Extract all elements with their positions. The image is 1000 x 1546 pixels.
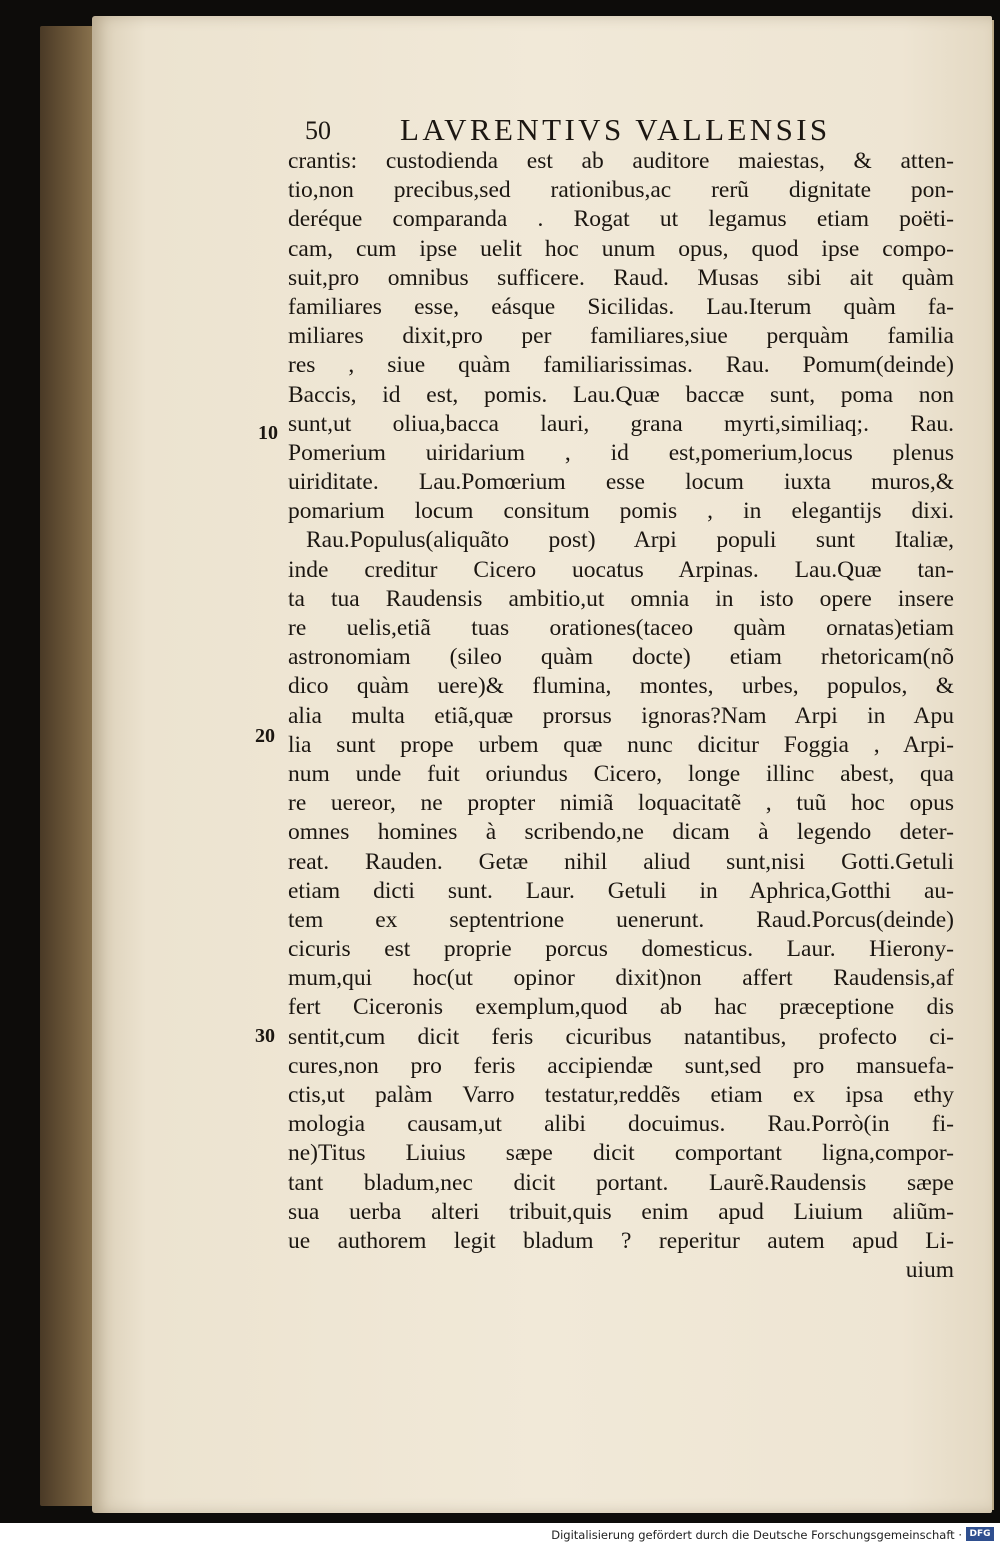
footer-separator: · [958,1528,962,1542]
page-number: 50 [305,116,331,145]
text-line: re uelis,etiã tuas orationes(taceo quàm ornatas)etiam [288,615,954,641]
footer-credit-text: Digitalisierung gefördert durch die Deutsche Forschungsgemeinschaft [551,1528,955,1542]
text-line: res , siue quàm familiarissimas. Rau. Pomum(deinde) [288,352,954,379]
dfg-logo-icon: DFG [966,1527,994,1541]
text-line: tant bladum,nec dicit portant. Laurẽ.Raudensis sæpe [288,1169,954,1196]
margin-line-number-20: 20 [255,725,275,747]
text-line: familiares esse, eásque Sicilidas. Lau.Iterum quàm fa- [288,293,954,320]
margin-line-number-30: 30 [255,1025,275,1047]
text-line: cicuris est proprie porcus domesticus. Laur. Hierony- [288,936,954,963]
text-line: mum,qui hoc(ut opinor dixit)non affert Raudensis,af [288,965,954,992]
text-line: crantis: custodienda est ab auditore maiestas, & atten- [288,148,954,174]
text-line: Rau.Populus(aliquãto post) Arpi populi sunt Italiæ, [306,527,954,554]
text-line: ue authorem legit bladum ? reperitur autem apud Li- [288,1227,954,1254]
text-line: sentit,cum dicit feris cicuribus natantibus, profecto ci- [288,1023,954,1050]
text-line: pomarium locum consitum pomis , in elegantijs dixi. [288,498,954,525]
page-header [305,112,875,148]
text-line: miliares dixit,pro per familiares,siue perquàm familia [288,323,954,350]
text-line: Pomerium uiridarium , id est,pomerium,locus plenus [288,439,954,466]
text-line: Baccis, id est, pomis. Lau.Quæ baccæ sunt, poma non [288,381,954,408]
text-line: uiriditate. Lau.Pomœrium esse locum iuxta muros,& [288,469,954,496]
body-text [288,147,954,1285]
text-line: fert Ciceronis exemplum,quod ab hac præceptione dis [288,994,954,1021]
text-line: sunt,ut oliua,bacca lauri, grana myrti,similiaq;. Rau. [288,410,954,437]
text-line: cures,non pro feris accipiendæ sunt,sed pro mansuefa- [288,1052,954,1079]
text-line: etiam dicti sunt. Laur. Getuli in Aphrica,Gotthi au- [288,877,954,904]
running-head: LAVRENTIVS VALLENSIS [400,112,831,147]
text-line: alia multa etiã,quæ prorsus ignoras?Nam Arpi in Apu [288,702,954,729]
text-line: suit,pro omnibus sufficere. Raud. Musas sibi ait quàm [288,264,954,291]
text-line: dico quàm uere)& flumina, montes, urbes, populos, & [288,673,954,700]
text-line: tem ex septentrione uenerunt. Raud.Porcus(deinde) [288,906,954,933]
text-line: ctis,ut palàm Varro testatur,reddẽs etiam ex ipsa ethy [288,1082,954,1108]
text-line: re uereor, ne propter nimiã loquacitatẽ , tuũ hoc opus [288,790,954,817]
catchword: uium [905,1257,954,1284]
text-line: cam, cum ipse uelit hoc unum opus, quod ipse compo- [288,235,954,262]
text-line: num unde fuit oriundus Cicero, longe illinc abest, qua [288,760,954,787]
text-line: ne)Titus Liuius sæpe dicit comportant ligna,compor- [288,1140,954,1167]
text-line: reat. Rauden. Getæ nihil aliud sunt,nisi Gotti.Getuli [288,848,954,875]
margin-line-number-10: 10 [258,422,278,444]
text-line: astronomiam (sileo quàm docte) etiam rhetoricam(nõ [288,644,954,671]
footer-credit [551,1528,962,1542]
text-line: omnes homines à scribendo,ne dicam à legendo deter- [288,819,954,846]
text-line: sua uerba alteri tribuit,quis enim apud Liuium aliũm- [288,1198,954,1225]
text-line: mologia causam,ut alibi docuimus. Rau.Porrò(in fi- [288,1111,954,1138]
text-line: tio,non precibus,sed rationibus,ac rerũ dignitate pon- [288,177,954,204]
footer-bar [0,1523,1000,1546]
text-line: ta tua Raudensis ambitio,ut omnia in isto opere insere [288,585,954,612]
text-line: lia sunt prope urbem quæ nunc dicitur Foggia , Arpi- [288,731,954,758]
text-line: deréque comparanda . Rogat ut legamus etiam poëti- [288,206,954,233]
text-line: inde creditur Cicero uocatus Arpinas. Lau.Quæ tan- [288,556,954,583]
